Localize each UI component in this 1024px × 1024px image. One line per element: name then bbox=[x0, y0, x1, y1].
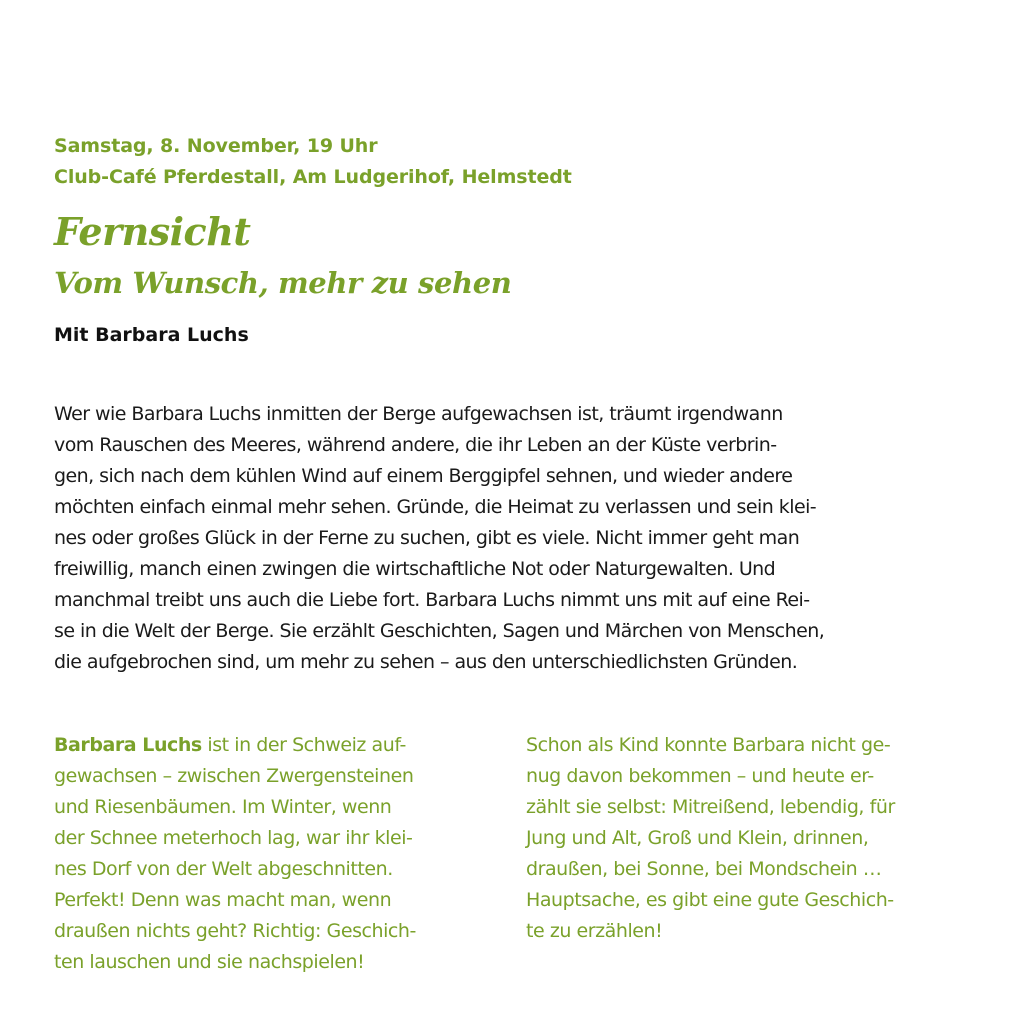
bio-line bbox=[54, 730, 499, 761]
event-subtitle: Vom Wunsch, mehr zu sehen bbox=[54, 266, 512, 300]
bio-line: Perfekt! Denn was macht man, wenn bbox=[54, 889, 392, 911]
bio-line: der Schnee meterhoch lag, war ihr klei- bbox=[54, 827, 413, 849]
bio-line: und Riesenbäumen. Im Winter, wenn bbox=[54, 796, 392, 818]
description-line: nes oder großes Glück in der Ferne zu suchen, gibt es viele. Nicht immer geht man bbox=[54, 527, 800, 549]
bio-line: draußen nichts geht? Richtig: Geschich- bbox=[54, 920, 416, 942]
bio-line-text: ist in der Schweiz auf- bbox=[201, 734, 406, 756]
description-line: möchten einfach einmal mehr sehen. Gründe, die Heimat zu verlassen und sein klei- bbox=[54, 496, 817, 518]
description-line: gen, sich nach dem kühlen Wind auf einem Berggipfel sehnen, und wieder andere bbox=[54, 465, 793, 487]
bio-line: ten lauschen und sie nachspielen! bbox=[54, 951, 365, 973]
bio-right-column bbox=[526, 730, 976, 947]
event-title: Fernsicht bbox=[54, 209, 251, 254]
event-location: Club-Café Pferdestall, Am Ludgerihof, Helmstedt bbox=[54, 166, 572, 188]
bio-line: Schon als Kind konnte Barbara nicht ge- bbox=[526, 734, 891, 756]
bio-line: te zu erzählen! bbox=[526, 920, 663, 942]
bio-line: nes Dorf von der Welt abgeschnitten. bbox=[54, 858, 393, 880]
bio-name: Barbara Luchs bbox=[54, 734, 202, 756]
bio-left-column bbox=[54, 730, 499, 978]
bio-line: nug davon bekommen – und heute er- bbox=[526, 765, 874, 787]
bio-line: Hauptsache, es gibt eine gute Geschich- bbox=[526, 889, 894, 911]
event-meta bbox=[54, 131, 572, 193]
description-line: vom Rauschen des Meeres, während andere, die ihr Leben an der Küste verbrin- bbox=[54, 434, 777, 456]
description-line: freiwillig, manch einen zwingen die wirtschaftliche Not oder Naturgewalten. Und bbox=[54, 558, 776, 580]
description-line: se in die Welt der Berge. Sie erzählt Geschichten, Sagen und Märchen von Menschen, bbox=[54, 620, 825, 642]
description-line: die aufgebrochen sind, um mehr zu sehen – aus den unterschiedlichsten Gründen. bbox=[54, 651, 798, 673]
description-line: Wer wie Barbara Luchs inmitten der Berge aufgewachsen ist, träumt irgendwann bbox=[54, 403, 783, 425]
event-date: Samstag, 8. November, 19 Uhr bbox=[54, 135, 378, 157]
event-author: Mit Barbara Luchs bbox=[54, 324, 249, 346]
bio-line: zählt sie selbst: Mitreißend, lebendig, für bbox=[526, 796, 895, 818]
description-line: manchmal treibt uns auch die Liebe fort. Barbara Luchs nimmt uns mit auf eine Rei- bbox=[54, 589, 810, 611]
bio-line: Jung und Alt, Groß und Klein, drinnen, bbox=[526, 827, 869, 849]
bio-line: draußen, bei Sonne, bei Mondschein … bbox=[526, 858, 882, 880]
event-description bbox=[54, 399, 974, 678]
bio-line: gewachsen – zwischen Zwergensteinen bbox=[54, 765, 414, 787]
